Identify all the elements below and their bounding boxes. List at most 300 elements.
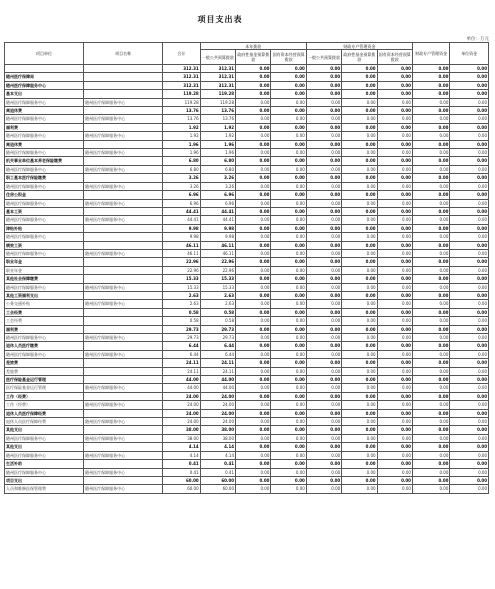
cell-project-name: 随州医疗保障服务中心 <box>84 485 163 493</box>
cell-value: 0.00 <box>271 384 306 392</box>
cell-value: 0.00 <box>236 401 271 409</box>
cell-value: 0.00 <box>377 191 412 199</box>
cell-project-name: 随州医疗保障服务中心 <box>84 149 163 157</box>
cell-value: 24.00 <box>163 392 200 400</box>
cell-value: 0.00 <box>450 476 489 484</box>
cell-value: 0.00 <box>450 149 489 157</box>
cell-value: 44.41 <box>200 207 235 215</box>
cell-value: 0.00 <box>236 300 271 308</box>
cell-value: 0.00 <box>236 418 271 426</box>
cell-value: 0.00 <box>412 367 449 375</box>
cell-value: 6.96 <box>200 199 235 207</box>
cell-project-unit: 生活补助 <box>5 460 84 468</box>
table-row <box>5 199 489 207</box>
cell-project-unit: 福利费 <box>5 325 84 333</box>
cell-value: 0.00 <box>271 409 306 417</box>
cell-project-unit: 随州医疗保障服务中心 <box>5 98 84 106</box>
cell-value: 0.00 <box>412 224 449 232</box>
cell-value: 0.00 <box>236 191 271 199</box>
cell-project-unit <box>5 65 84 73</box>
cell-project-unit: 随州医疗保障服务中心 <box>5 233 84 241</box>
cell-value: 0.00 <box>450 132 489 140</box>
cell-value: 0.00 <box>377 157 412 165</box>
cell-value: 119.28 <box>163 98 200 106</box>
cell-value: 15.33 <box>163 275 200 283</box>
cell-value: 46.11 <box>200 249 235 257</box>
cell-value: 0.00 <box>412 317 449 325</box>
cell-value: 0.00 <box>236 317 271 325</box>
cell-value: 0.00 <box>412 376 449 384</box>
cell-value: 0.00 <box>412 149 449 157</box>
cell-value: 0.00 <box>236 485 271 493</box>
cell-project-name <box>84 325 163 333</box>
table-row <box>5 283 489 291</box>
table-row <box>5 434 489 442</box>
cell-value: 0.00 <box>450 426 489 434</box>
cell-value: 0.00 <box>306 224 341 232</box>
cell-value: 0.00 <box>271 140 306 148</box>
cell-value: 0.00 <box>412 359 449 367</box>
table-row <box>5 73 489 81</box>
page-title: 项目支出表 <box>197 15 243 24</box>
cell-value: 0.00 <box>236 140 271 148</box>
cell-value: 24.00 <box>200 409 235 417</box>
cell-value: 0.00 <box>412 81 449 89</box>
cell-value: 0.00 <box>450 157 489 165</box>
cell-value: 2.63 <box>200 291 235 299</box>
cell-value: 3.26 <box>163 174 200 182</box>
cell-project-unit: 绩效工资 <box>5 241 84 249</box>
cell-project-name: 随州医疗保障服务中心 <box>84 216 163 224</box>
cell-value: 0.00 <box>377 216 412 224</box>
cell-project-name <box>84 376 163 384</box>
cell-value: 0.00 <box>271 350 306 358</box>
cell-value: 0.00 <box>271 376 306 384</box>
cell-project-unit: 离退休费 <box>5 140 84 148</box>
cell-value: 0.00 <box>236 359 271 367</box>
cell-value: 13.76 <box>163 107 200 115</box>
cell-project-name: 随州医疗保障服务中心 <box>84 300 163 308</box>
cell-value: 9.98 <box>200 233 235 241</box>
unit-label: 单位：万元 <box>466 37 489 42</box>
cell-project-name <box>84 241 163 249</box>
cell-value: 0.00 <box>412 418 449 426</box>
cell-value: 0.00 <box>412 476 449 484</box>
cell-value: 0.00 <box>236 132 271 140</box>
header-row-1 <box>5 43 489 50</box>
cell-value: 0.00 <box>306 409 341 417</box>
cell-project-name <box>84 275 163 283</box>
cell-value: 0.00 <box>450 300 489 308</box>
header-gb-col: 国有资本经营预算拨款 <box>271 50 306 65</box>
cell-value: 0.00 <box>342 191 377 199</box>
table-row <box>5 207 489 215</box>
cell-value: 0.00 <box>271 460 306 468</box>
cell-value: 0.00 <box>412 291 449 299</box>
cell-project-unit: 其他工资福利支出 <box>5 291 84 299</box>
cell-value: 1.96 <box>163 140 200 148</box>
cell-value: 0.00 <box>271 443 306 451</box>
table-row <box>5 275 489 283</box>
cell-value: 0.00 <box>271 199 306 207</box>
cell-value: 0.00 <box>412 308 449 316</box>
cell-value: 0.00 <box>377 65 412 73</box>
cell-value: 0.00 <box>412 233 449 241</box>
table-row <box>5 426 489 434</box>
cell-value: 0.00 <box>412 199 449 207</box>
cell-project-name: 随州医疗保障服务中心 <box>84 199 163 207</box>
cell-project-name <box>84 140 163 148</box>
cell-value: 0.00 <box>412 401 449 409</box>
cell-value: 0.00 <box>377 317 412 325</box>
cell-value: 4.14 <box>163 443 200 451</box>
cell-project-name <box>84 342 163 350</box>
cell-project-name <box>84 90 163 98</box>
cell-project-name <box>84 308 163 316</box>
cell-value: 0.00 <box>377 392 412 400</box>
cell-value: 0.00 <box>342 224 377 232</box>
cell-value: 0.00 <box>377 409 412 417</box>
cell-value: 0.00 <box>342 384 377 392</box>
cell-value: 0.00 <box>342 98 377 106</box>
cell-value: 0.00 <box>306 426 341 434</box>
cell-value: 0.00 <box>412 249 449 257</box>
cell-value: 0.00 <box>306 249 341 257</box>
table-body <box>5 65 489 494</box>
cell-value: 0.00 <box>236 65 271 73</box>
cell-value: 0.00 <box>377 334 412 342</box>
table-row <box>5 291 489 299</box>
cell-project-name <box>84 266 163 274</box>
cell-value: 0.00 <box>450 233 489 241</box>
cell-value: 0.00 <box>450 350 489 358</box>
cell-value: 0.00 <box>377 350 412 358</box>
cell-value: 0.00 <box>450 443 489 451</box>
cell-project-unit: 其他社会保障缴费 <box>5 275 84 283</box>
cell-value: 24.00 <box>200 418 235 426</box>
table-row <box>5 418 489 426</box>
cell-value: 0.00 <box>236 291 271 299</box>
cell-value: 3.26 <box>200 182 235 190</box>
cell-value: 0.00 <box>342 485 377 493</box>
cell-value: 0.00 <box>450 367 489 375</box>
table-row <box>5 300 489 308</box>
cell-value: 0.00 <box>342 476 377 484</box>
cell-value: 0.00 <box>236 241 271 249</box>
cell-value: 0.00 <box>412 90 449 98</box>
cell-value: 0.00 <box>377 123 412 131</box>
cell-value: 0.00 <box>377 485 412 493</box>
cell-value: 22.96 <box>163 266 200 274</box>
cell-value: 0.00 <box>236 367 271 375</box>
cell-value: 0.00 <box>450 207 489 215</box>
table-row <box>5 90 489 98</box>
cell-value: 0.00 <box>306 283 341 291</box>
cell-project-name: 随州医疗保障服务中心 <box>84 434 163 442</box>
cell-project-unit: 职业年金 <box>5 266 84 274</box>
header-sf-col: 政府性基金预算拨款 <box>342 50 377 65</box>
cell-value: 0.00 <box>236 460 271 468</box>
cell-value: 0.00 <box>271 342 306 350</box>
cell-value: 6.80 <box>200 165 235 173</box>
cell-value: 0.00 <box>271 367 306 375</box>
cell-value: 0.00 <box>412 434 449 442</box>
cell-value: 0.00 <box>236 434 271 442</box>
cell-value: 0.00 <box>342 460 377 468</box>
cell-value: 0.00 <box>306 401 341 409</box>
cell-value: 0.00 <box>377 98 412 106</box>
cell-value: 0.00 <box>377 300 412 308</box>
cell-project-unit: 住房公积金 <box>5 191 84 199</box>
table-row <box>5 409 489 417</box>
cell-value: 0.00 <box>271 359 306 367</box>
cell-value: 0.00 <box>450 317 489 325</box>
cell-value: 0.00 <box>306 359 341 367</box>
cell-value: 0.58 <box>163 308 200 316</box>
table-row <box>5 140 489 148</box>
cell-project-name <box>84 460 163 468</box>
cell-value: 0.00 <box>412 165 449 173</box>
cell-value: 0.58 <box>200 317 235 325</box>
cell-value: 0.00 <box>412 174 449 182</box>
cell-value: 0.00 <box>271 241 306 249</box>
cell-value: 0.00 <box>342 182 377 190</box>
cell-value: 6.80 <box>163 157 200 165</box>
cell-value: 0.00 <box>342 149 377 157</box>
cell-value: 0.00 <box>236 174 271 182</box>
cell-value: 0.00 <box>271 191 306 199</box>
cell-value: 24.11 <box>200 359 235 367</box>
cell-value: 0.00 <box>271 317 306 325</box>
cell-value: 0.00 <box>450 409 489 417</box>
cell-value: 0.00 <box>377 476 412 484</box>
cell-value: 0.00 <box>271 182 306 190</box>
cell-value: 0.00 <box>450 65 489 73</box>
cell-value: 1.92 <box>163 132 200 140</box>
table-row <box>5 317 489 325</box>
cell-value: 0.00 <box>271 123 306 131</box>
cell-project-unit: 差旅费 <box>5 359 84 367</box>
cell-value: 0.00 <box>450 98 489 106</box>
cell-project-unit: 基本支出 <box>5 90 84 98</box>
cell-project-unit: 退休人员医疗保障经费 <box>5 418 84 426</box>
table-row <box>5 182 489 190</box>
cell-value: 0.00 <box>412 325 449 333</box>
cell-value: 0.00 <box>450 334 489 342</box>
cell-project-name: 随州医疗保障服务中心 <box>84 165 163 173</box>
table-row <box>5 241 489 249</box>
cell-value: 0.58 <box>200 308 235 316</box>
cell-value: 22.96 <box>200 258 235 266</box>
cell-value: 0.00 <box>271 81 306 89</box>
cell-value: 0.00 <box>412 443 449 451</box>
cell-value: 0.00 <box>306 174 341 182</box>
cell-value: 0.00 <box>412 460 449 468</box>
cell-value: 0.00 <box>342 392 377 400</box>
cell-value: 0.41 <box>200 460 235 468</box>
cell-value: 0.00 <box>342 216 377 224</box>
cell-value: 0.00 <box>377 140 412 148</box>
table-row <box>5 174 489 182</box>
cell-value: 0.00 <box>377 434 412 442</box>
cell-project-unit: 随州医疗保障服务中心 <box>5 350 84 358</box>
cell-value: 0.00 <box>412 157 449 165</box>
cell-value: 0.00 <box>306 165 341 173</box>
table-row <box>5 132 489 140</box>
cell-project-unit: 项目支出 <box>5 476 84 484</box>
cell-value: 0.00 <box>342 81 377 89</box>
cell-value: 0.00 <box>306 342 341 350</box>
cell-value: 44.41 <box>200 216 235 224</box>
cell-value: 0.00 <box>306 98 341 106</box>
cell-value: 0.00 <box>412 241 449 249</box>
table-row <box>5 216 489 224</box>
table-row <box>5 468 489 476</box>
table-row <box>5 476 489 484</box>
cell-value: 0.00 <box>306 418 341 426</box>
cell-value: 44.41 <box>163 216 200 224</box>
cell-project-unit: 随州医疗保障服务中心 <box>5 81 84 89</box>
cell-value: 29.73 <box>163 325 200 333</box>
cell-project-unit: 随州医疗保障服务中心 <box>5 165 84 173</box>
header-special-fund: 财政专户管理资金 <box>306 43 412 50</box>
cell-value: 0.00 <box>306 241 341 249</box>
cell-value: 0.00 <box>412 451 449 459</box>
cell-value: 0.00 <box>236 266 271 274</box>
cell-project-unit: 工作（经费） <box>5 392 84 400</box>
cell-value: 0.00 <box>342 300 377 308</box>
cell-value: 0.00 <box>306 81 341 89</box>
cell-value: 15.33 <box>200 283 235 291</box>
cell-value: 0.00 <box>377 174 412 182</box>
cell-project-name <box>84 258 163 266</box>
cell-value: 0.00 <box>450 140 489 148</box>
cell-value: 0.00 <box>412 409 449 417</box>
cell-project-unit: 随州医疗保障服务中心 <box>5 249 84 257</box>
cell-value: 0.00 <box>377 258 412 266</box>
cell-value: 0.00 <box>412 216 449 224</box>
cell-value: 24.00 <box>200 392 235 400</box>
header-gb-col: 一般公共预算拨款 <box>200 50 235 65</box>
table-row <box>5 485 489 493</box>
cell-value: 44.00 <box>163 376 200 384</box>
cell-value: 0.00 <box>377 291 412 299</box>
cell-project-unit: 基本工资 <box>5 207 84 215</box>
cell-value: 15.33 <box>200 275 235 283</box>
cell-value: 0.41 <box>200 468 235 476</box>
cell-value: 0.00 <box>342 426 377 434</box>
cell-value: 119.28 <box>200 98 235 106</box>
cell-value: 0.00 <box>412 191 449 199</box>
cell-value: 38.00 <box>163 426 200 434</box>
cell-value: 0.00 <box>306 384 341 392</box>
cell-value: 0.00 <box>377 426 412 434</box>
cell-value: 0.00 <box>306 73 341 81</box>
cell-value: 0.00 <box>377 460 412 468</box>
table-row <box>5 367 489 375</box>
cell-project-unit: 职业年金 <box>5 258 84 266</box>
cell-value: 46.11 <box>200 241 235 249</box>
cell-value: 0.00 <box>412 73 449 81</box>
cell-project-unit: 医疗保险基金运行管理 <box>5 376 84 384</box>
cell-value: 0.00 <box>450 258 489 266</box>
cell-value: 44.00 <box>200 376 235 384</box>
cell-value: 6.96 <box>163 191 200 199</box>
cell-value: 0.00 <box>342 334 377 342</box>
cell-project-name <box>84 476 163 484</box>
cell-value: 0.00 <box>271 65 306 73</box>
cell-project-unit: 其他支出 <box>5 443 84 451</box>
cell-value: 0.00 <box>342 90 377 98</box>
table-row <box>5 342 489 350</box>
cell-value: 0.00 <box>450 224 489 232</box>
cell-project-name: 随州医疗保障服务中心 <box>84 350 163 358</box>
cell-value: 2.63 <box>163 291 200 299</box>
cell-value: 0.00 <box>236 123 271 131</box>
cell-project-name: 随州医疗保障服务中心 <box>84 451 163 459</box>
cell-value: 22.96 <box>163 258 200 266</box>
cell-value: 0.00 <box>306 216 341 224</box>
table-row <box>5 266 489 274</box>
cell-value: 0.00 <box>306 107 341 115</box>
cell-project-name: 随州医疗保障服务中心 <box>84 401 163 409</box>
cell-value: 0.00 <box>450 73 489 81</box>
cell-value: 0.00 <box>377 468 412 476</box>
cell-value: 0.00 <box>450 182 489 190</box>
cell-value: 0.00 <box>236 149 271 157</box>
table-row <box>5 98 489 106</box>
cell-value: 0.00 <box>377 107 412 115</box>
cell-value: 0.00 <box>377 443 412 451</box>
cell-project-unit: 随州医疗保障服务中心 <box>5 334 84 342</box>
header-gb-col: 政府性基金预算拨款 <box>236 50 271 65</box>
cell-value: 60.00 <box>200 476 235 484</box>
cell-value: 0.00 <box>342 367 377 375</box>
cell-project-unit: 工作（经费） <box>5 401 84 409</box>
cell-project-unit: 离退休费 <box>5 107 84 115</box>
cell-value: 0.00 <box>271 308 306 316</box>
cell-project-name <box>84 65 163 73</box>
cell-value: 0.00 <box>342 266 377 274</box>
cell-value: 0.00 <box>450 123 489 131</box>
table-row <box>5 401 489 409</box>
table-row <box>5 165 489 173</box>
cell-value: 0.00 <box>306 317 341 325</box>
cell-value: 0.00 <box>412 392 449 400</box>
cell-value: 0.00 <box>377 233 412 241</box>
cell-project-unit: 随州医疗保障服务中心 <box>5 216 84 224</box>
cell-value: 0.00 <box>377 308 412 316</box>
table-row <box>5 123 489 131</box>
cell-project-unit: 随州医疗保障服务中心 <box>5 182 84 190</box>
table-row <box>5 81 489 89</box>
header-project-unit: 项目单位 <box>5 43 84 65</box>
cell-project-name: 随州医疗保障服务中心 <box>84 182 163 190</box>
cell-value: 0.00 <box>342 258 377 266</box>
cell-project-unit: 随州医疗保障局 <box>5 73 84 81</box>
cell-value: 0.00 <box>412 123 449 131</box>
cell-value: 1.92 <box>163 123 200 131</box>
cell-value: 0.00 <box>236 233 271 241</box>
cell-value: 0.00 <box>306 149 341 157</box>
table-row <box>5 451 489 459</box>
cell-value: 0.00 <box>271 90 306 98</box>
cell-value: 0.00 <box>306 132 341 140</box>
cell-value: 0.00 <box>271 434 306 442</box>
cell-value: 0.00 <box>412 207 449 215</box>
cell-value: 0.00 <box>342 241 377 249</box>
cell-value: 6.44 <box>200 350 235 358</box>
